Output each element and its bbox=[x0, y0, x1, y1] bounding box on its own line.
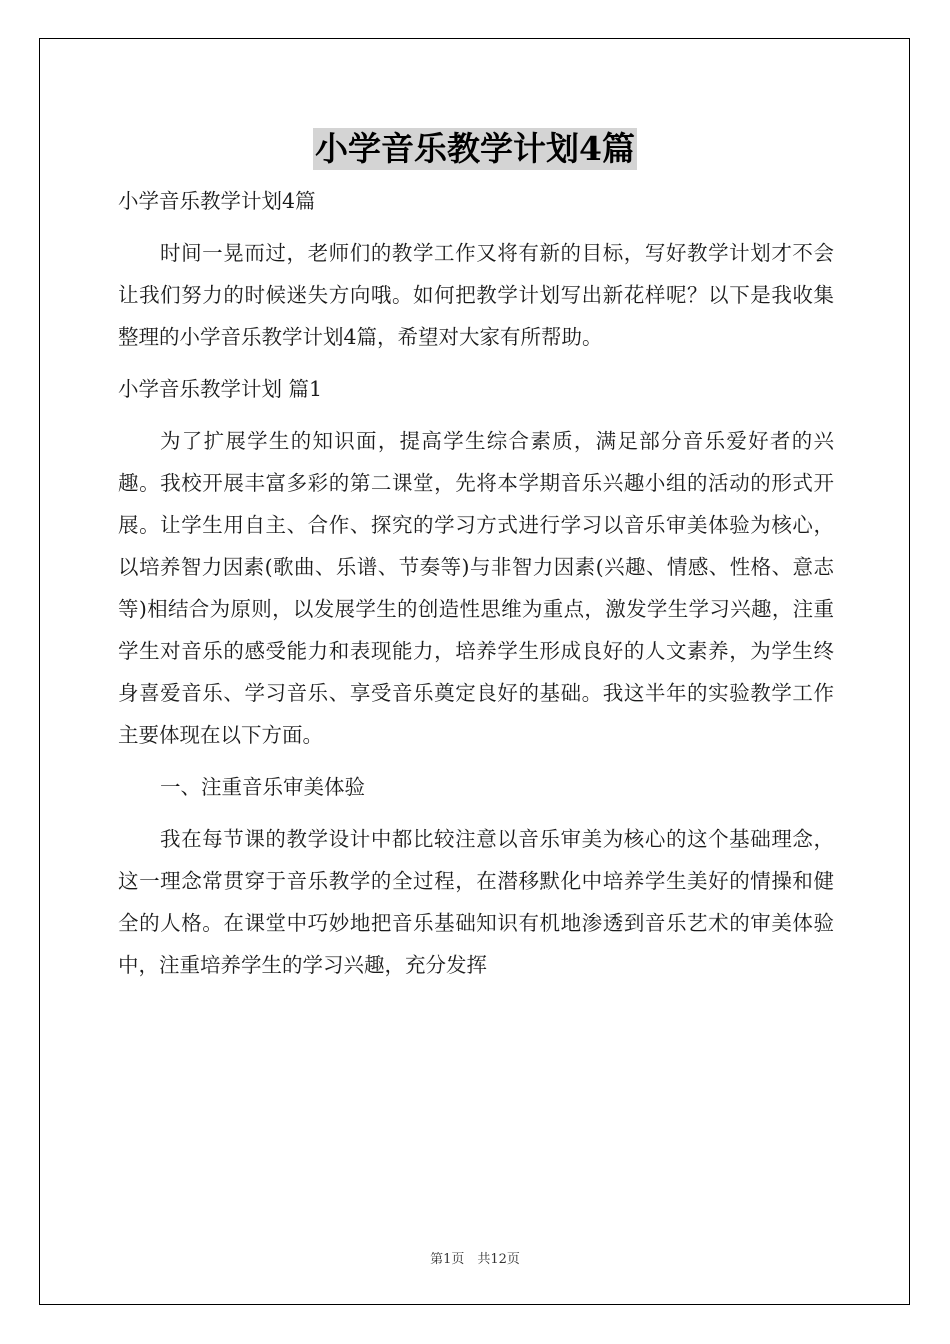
document-title: 小学音乐教学计划4篇 bbox=[315, 129, 635, 168]
document-body bbox=[118, 180, 834, 986]
subsection-heading: 一、注重音乐审美体验 bbox=[160, 775, 366, 799]
title-container bbox=[0, 128, 950, 170]
page-footer: 第1页 共12页 bbox=[430, 1252, 520, 1267]
section-paragraph: 为了扩展学生的知识面，提高学生综合素质，满足部分音乐爱好者的兴趣。我校开展丰富多彩的第二课堂，先将本学期音乐兴趣小组的活动的形式开展。让学生用自主、合作、探究的学习方式进行学习以音乐审美体验为核心，以培养智力因素(歌曲、乐谱、节奏等)与非智力因素(兴趣、情感、性格、意志等)相结合为原则，以发展学生的创造性思维为重点，激发学生学习兴趣，注重学生对音乐的感受能力和表现能力，培养学生形成良好的人文素养，为学生终身喜爱音乐、学习音乐、享受音乐奠定良好的基础。我这半年的实验教学工作主要体现在以下方面。 bbox=[118, 429, 834, 747]
intro-paragraph: 时间一晃而过，老师们的教学工作又将有新的目标，写好教学计划才不会让我们努力的时候迷失方向哦。如何把教学计划写出新花样呢？以下是我收集整理的小学音乐教学计划4篇，希望对大家有所帮助。 bbox=[118, 241, 834, 349]
section-paragraph: 我在每节课的教学设计中都比较注意以音乐审美为核心的这个基础理念，这一理念常贯穿于音乐教学的全过程，在潜移默化中培养学生美好的情操和健全的人格。在课堂中巧妙地把音乐基础知识有机地渗透到音乐艺术的审美体验中，注重培养学生的学习兴趣，充分发挥 bbox=[118, 827, 834, 977]
section-heading: 小学音乐教学计划 篇1 bbox=[118, 377, 323, 401]
document-subtitle: 小学音乐教学计划4篇 bbox=[118, 189, 316, 213]
